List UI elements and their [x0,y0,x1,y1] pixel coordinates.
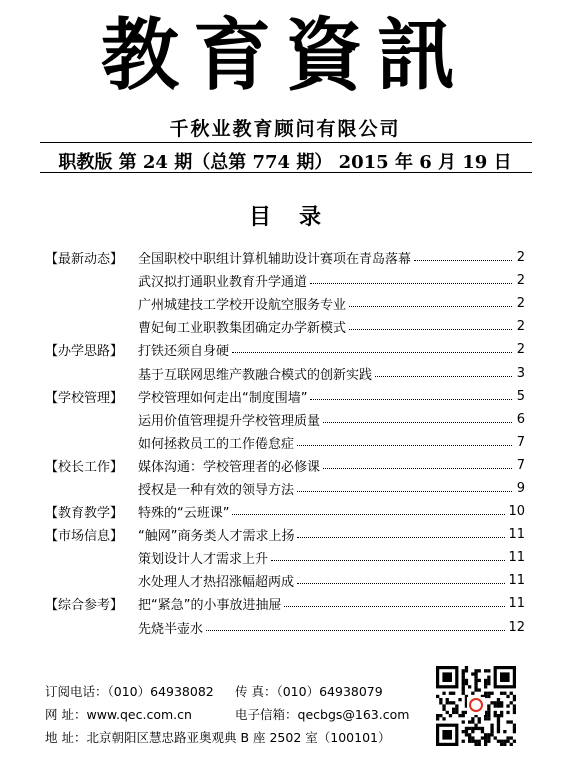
toc-category: 【最新动态】 [45,252,124,268]
dot-leader [284,606,505,607]
toc-title: 先烧半壶水 [138,621,204,637]
toc-category: 【校长工作】 [45,459,124,475]
toc-page: 11 [508,527,525,543]
table-of-contents [45,246,525,639]
dot-leader [232,514,505,515]
toc-entry[interactable] [45,546,525,569]
issue-line: 职教版 第 24 期（总第 774 期） 2015 年 6 月 19 日 [58,152,512,173]
dot-leader [414,260,512,261]
toc-category: 【办学思路】 [45,344,124,360]
toc-category: 【教育教学】 [45,506,124,522]
phone-label: 订阅电话： [45,684,108,699]
toc-page: 2 [516,319,525,335]
toc-entry[interactable] [45,454,525,477]
company-name: 千秋业教育顾问有限公司 [169,118,401,140]
web-label: 网 址： [45,707,87,722]
toc-title: 基于互联网思维产教融合模式的创新实践 [138,367,373,383]
toc-entry[interactable] [45,385,525,408]
address-value: 北京朝阳区慧忠路亚奥观典 B 座 2502 室（100101） [86,730,391,745]
dot-leader [297,445,512,446]
toc-title: 学校管理如何走出“制度围墙” [138,390,308,406]
toc-page: 11 [508,550,525,566]
top-divider [40,142,532,143]
toc-entry[interactable] [45,408,525,431]
toc-entry[interactable] [45,592,525,615]
dot-leader [297,491,512,492]
email-label: 电子信箱： [235,707,298,722]
toc-entry[interactable] [45,616,525,639]
toc-title: 授权是一种有效的领导方法 [138,482,295,498]
toc-entry[interactable] [45,500,525,523]
toc-page: 11 [508,573,525,589]
toc-title: 把“紧急”的小事放进抽屉 [138,598,282,614]
footer-row-address [45,726,425,749]
footer-row-web [45,703,425,726]
qr-code-graphic [436,666,516,746]
toc-entry[interactable] [45,315,525,338]
dot-leader [310,283,512,284]
toc-page: 2 [516,250,525,266]
fax-label: 传 真： [235,684,277,699]
toc-title: 媒体沟通：学校管理者的必修课 [138,459,321,475]
toc-entry[interactable] [45,338,525,361]
bottom-divider [40,172,532,173]
dot-leader [297,583,505,584]
toc-title: 武汉拟打通职业教育升学通道 [138,275,308,291]
toc-page: 5 [516,388,525,404]
dot-leader [349,329,512,330]
dot-leader [297,537,505,538]
dot-leader [323,422,512,423]
toc-entry[interactable] [45,569,525,592]
toc-heading: 目录 [248,204,349,230]
dot-leader [310,399,512,400]
masthead-title: 教育資訊 [100,10,469,101]
website-link[interactable]: www.qec.com.cn [86,707,192,722]
dot-leader [323,468,512,469]
toc-page: 10 [508,504,525,520]
toc-page: 6 [516,411,525,427]
address-label: 地 址： [45,730,87,745]
toc-entry[interactable] [45,269,525,292]
toc-title: 曹妃甸工业职教集团确定办学新模式 [138,321,347,337]
dot-leader [232,352,512,353]
contact-footer [45,680,425,749]
qr-code-icon[interactable] [436,666,516,746]
toc-title: 如何拯救员工的工作倦怠症 [138,436,295,452]
toc-entry[interactable] [45,292,525,315]
email-link[interactable]: qecbgs@163.com [297,707,410,722]
toc-title: 水处理人才热招涨幅超两成 [138,575,295,591]
toc-page: 7 [516,457,525,473]
toc-title: 运用价值管理提升学校管理质量 [138,413,321,429]
phone-number[interactable]: （010）64938082 [107,684,214,699]
toc-page: 2 [516,296,525,312]
dot-leader [206,630,505,631]
dot-leader [349,306,512,307]
toc-entry[interactable] [45,523,525,546]
dot-leader [271,560,505,561]
toc-page: 7 [516,434,525,450]
toc-title: “触网”商务类人才需求上扬 [138,529,295,545]
toc-title: 特殊的“云班课” [138,506,230,522]
toc-page: 2 [516,342,525,358]
toc-title: 全国职校中职组计算机辅助设计赛项在青岛落幕 [138,252,412,268]
toc-entry[interactable] [45,431,525,454]
dot-leader [375,376,512,377]
toc-entry[interactable] [45,477,525,500]
fax-number: （010）64938079 [276,684,383,699]
toc-page: 3 [516,365,525,381]
toc-category: 【学校管理】 [45,390,124,406]
toc-title: 打铁还须自身硬 [138,344,230,360]
toc-entry[interactable] [45,246,525,269]
toc-page: 12 [508,619,525,635]
footer-row-phone [45,680,425,703]
toc-category: 【市场信息】 [45,529,124,545]
toc-page: 11 [508,596,525,612]
toc-page: 9 [516,480,525,496]
toc-title: 策划设计人才需求上升 [138,552,269,568]
toc-title: 广州城建技工学校开设航空服务专业 [138,298,347,314]
toc-page: 2 [516,273,525,289]
toc-category: 【综合参考】 [45,598,124,614]
toc-entry[interactable] [45,361,525,384]
